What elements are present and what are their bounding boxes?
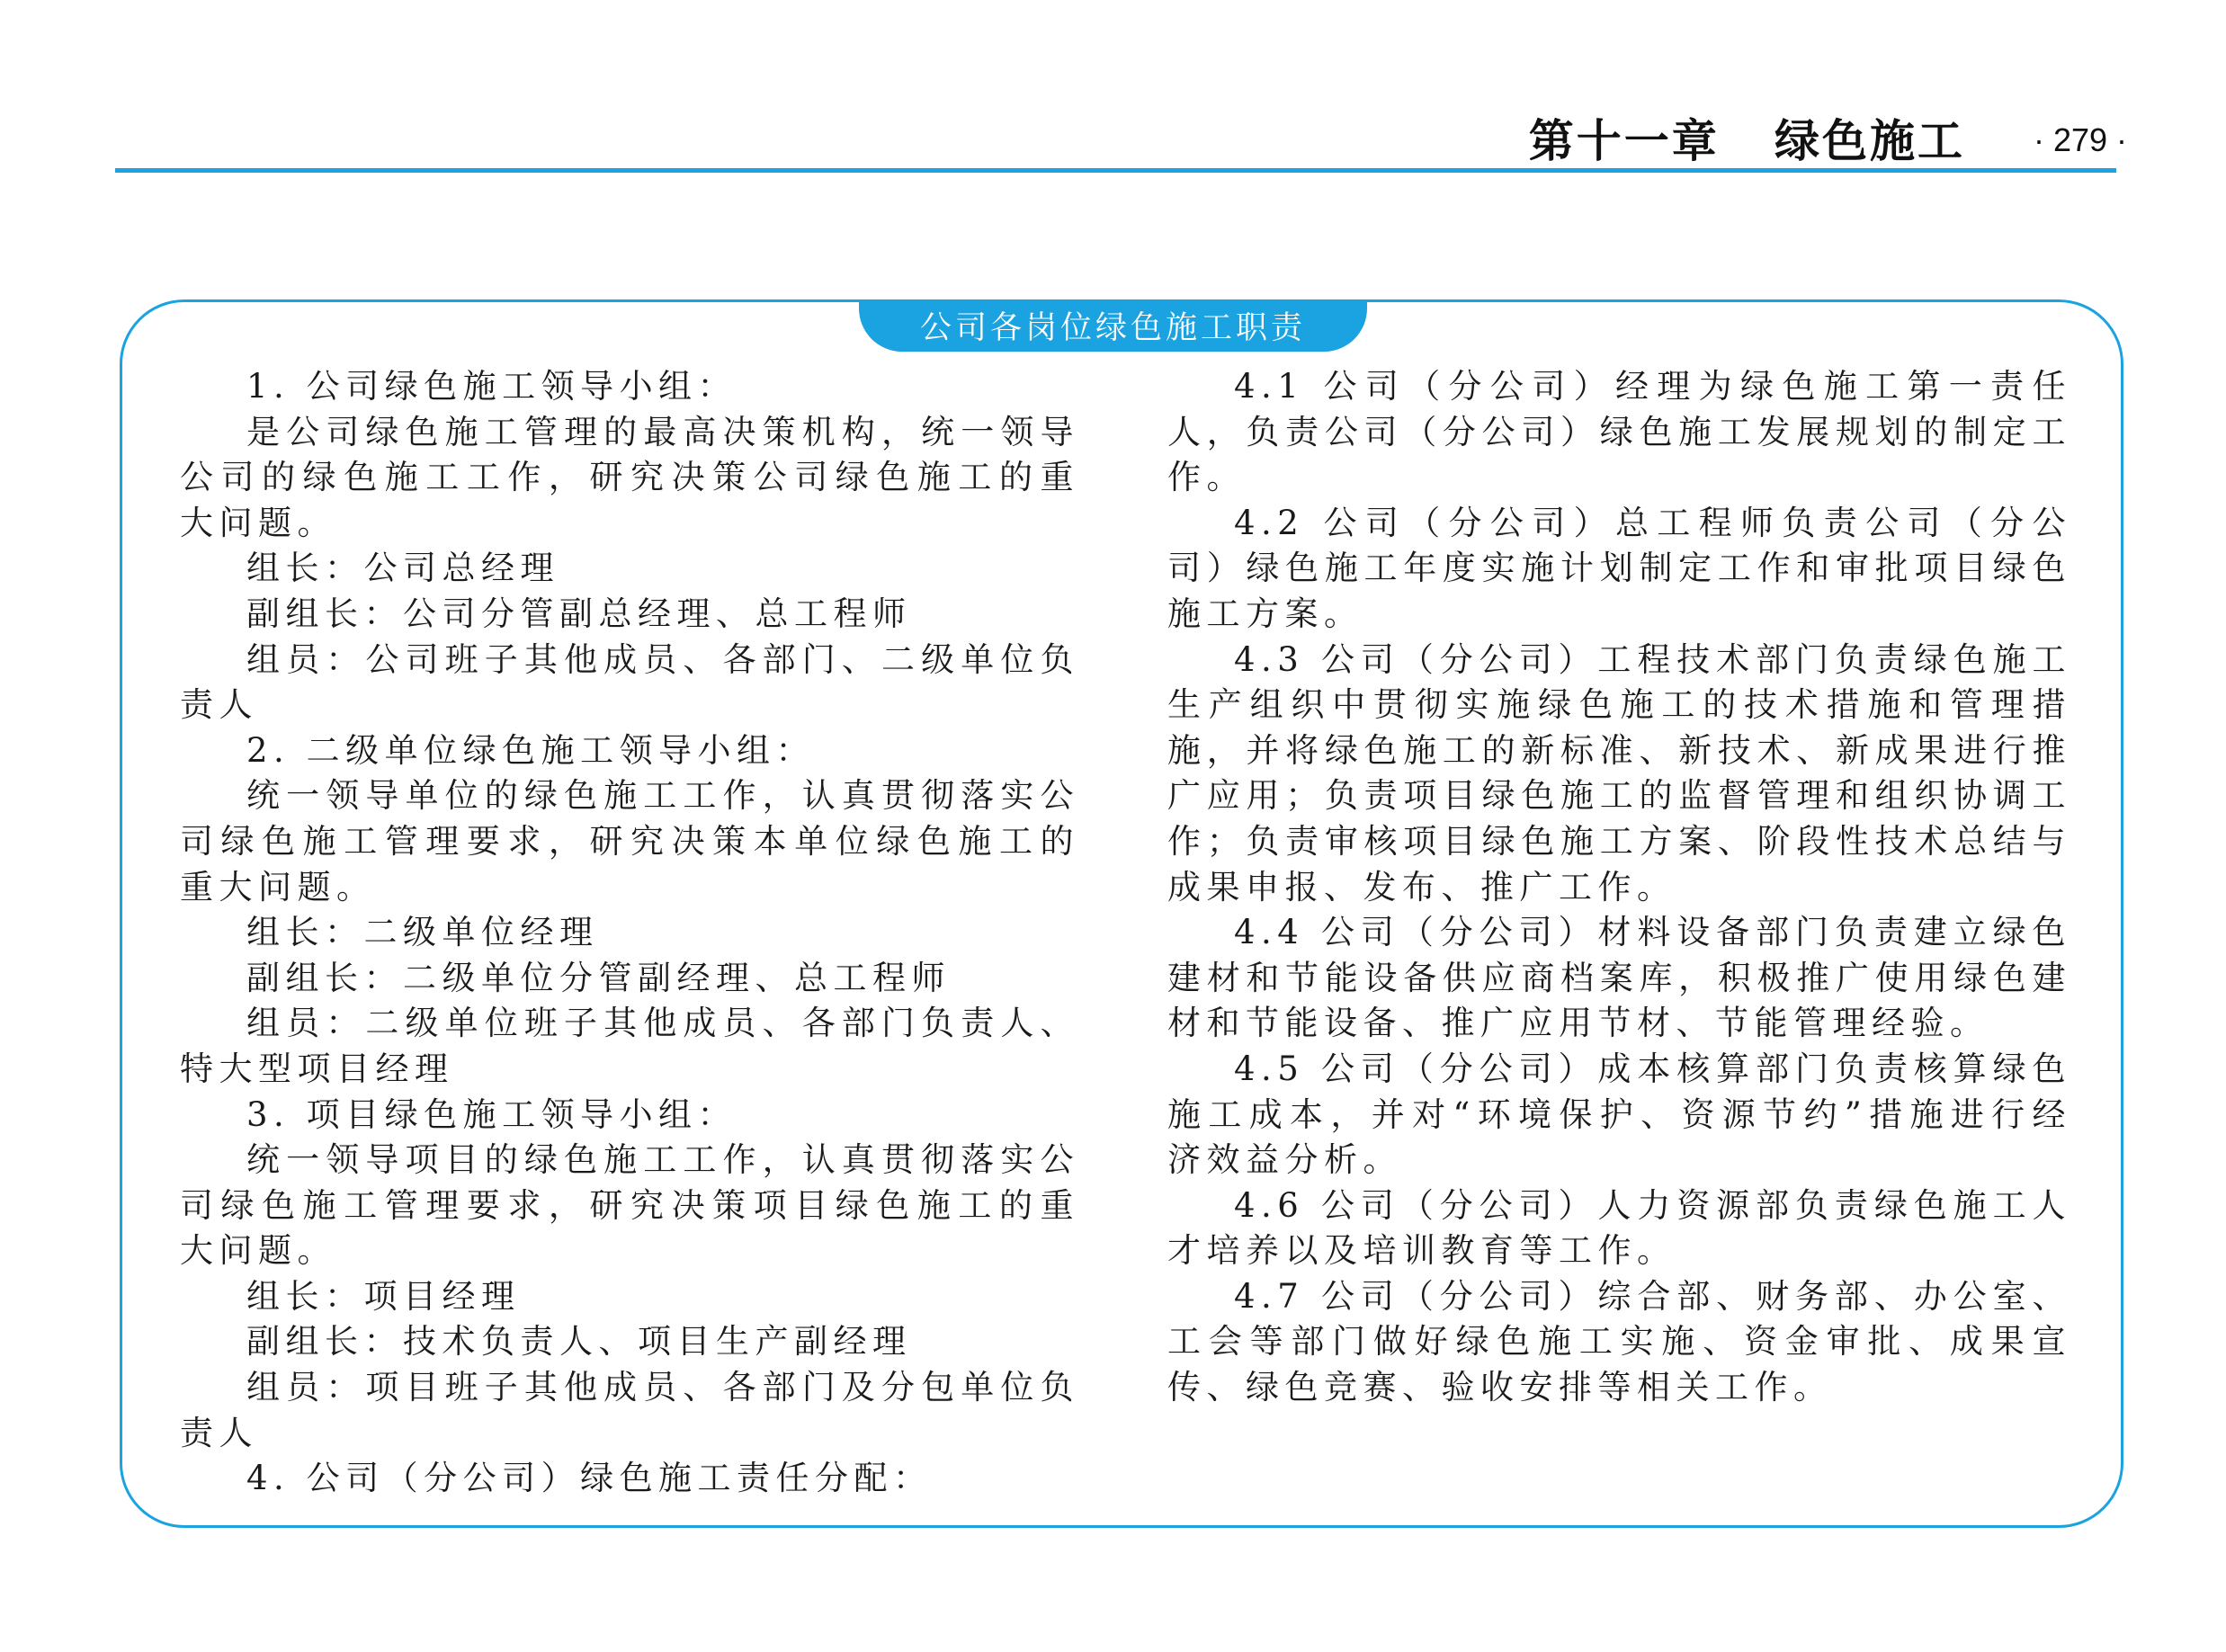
paragraph: 4.2 公司（分公司）总工程师负责公司（分公司）绿色施工年度实施计划制定工作和审批项目绿色施工方案。 <box>1167 503 2071 633</box>
paragraph: 4.1 公司（分公司）经理为绿色施工第一责任人，负责公司（分公司）绿色施工发展规划的制定工作。 <box>1167 367 2071 497</box>
section-title: 公司各岗位绿色施工职责 <box>859 299 1367 352</box>
paragraph: 4.4 公司（分公司）材料设备部门负责建立绿色建材和节能设备供应商档案库，积极推广使用绿色建材和节能设备、推广应用节材、节能管理经验。 <box>1167 913 2071 1043</box>
left-column <box>180 364 1079 1502</box>
paragraph: 2. 二级单位绿色施工领导小组： <box>246 730 816 770</box>
paragraph: 3. 项目绿色施工领导小组： <box>246 1094 738 1134</box>
paragraph: 副组长：二级单位分管副经理、总工程师 <box>246 958 951 997</box>
right-column <box>1167 364 2071 1411</box>
paragraph: 4.6 公司（分公司）人力资源部负责绿色施工人才培养以及培训教育等工作。 <box>1167 1185 2071 1271</box>
paragraph: 是公司绿色施工管理的最高决策机构，统一领导公司的绿色施工工作，研究决策公司绿色施工的重大问题。 <box>180 412 1079 542</box>
paragraph: 1. 公司绿色施工领导小组： <box>246 367 738 406</box>
paragraph: 组员：项目班子其他成员、各部门及分包单位负责人 <box>180 1368 1079 1452</box>
paragraph: 组员：公司班子其他成员、各部门、二级单位负责人 <box>180 639 1079 725</box>
paragraph: 副组长：公司分管副总经理、总工程师 <box>246 594 912 633</box>
paragraph: 组长：公司总经理 <box>246 549 559 588</box>
paragraph: 4.5 公司（分公司）成本核算部门负责核算绿色施工成本，并对“环境保护、资源节约”措施进行经济效益分析。 <box>1167 1049 2071 1180</box>
header-rule <box>115 168 2116 173</box>
paragraph: 副组长：技术负责人、项目生产副经理 <box>246 1322 912 1362</box>
page-header <box>0 94 2226 175</box>
paragraph: 组员：二级单位班子其他成员、各部门负责人、特大型项目经理 <box>180 1004 1079 1088</box>
page-number: · 279 · <box>2033 121 2127 158</box>
paragraph: 4.7 公司（分公司）综合部、财务部、办公室、工会等部门做好绿色施工实施、资金审批、成果宣传、绿色竞赛、验收安排等相关工作。 <box>1167 1276 2071 1407</box>
paragraph: 统一领导项目的绿色施工工作，认真贯彻落实公司绿色施工管理要求，研究决策项目绿色施工的重大问题。 <box>180 1140 1079 1271</box>
paragraph: 组长：二级单位经理 <box>246 913 599 952</box>
paragraph: 4.3 公司（分公司）工程技术部门负责绿色施工生产组织中贯彻实施绿色施工的技术措施和管理措施，并将绿色施工的新标准、新技术、新成果进行推广应用；负责项目绿色施工的监督管理和组织协调工作；负责审核项目绿色施工方案、阶段性技术总结与成果申报、发布、推广工作。 <box>1167 639 2071 906</box>
chapter-title: 第十一章 绿色施工 <box>1528 115 1965 167</box>
paragraph: 组长：项目经理 <box>246 1276 521 1316</box>
paragraph: 统一领导单位的绿色施工工作，认真贯彻落实公司绿色施工管理要求，研究决策本单位绿色施工的重大问题。 <box>180 776 1079 906</box>
paragraph: 4. 公司（分公司）绿色施工责任分配： <box>246 1459 933 1498</box>
